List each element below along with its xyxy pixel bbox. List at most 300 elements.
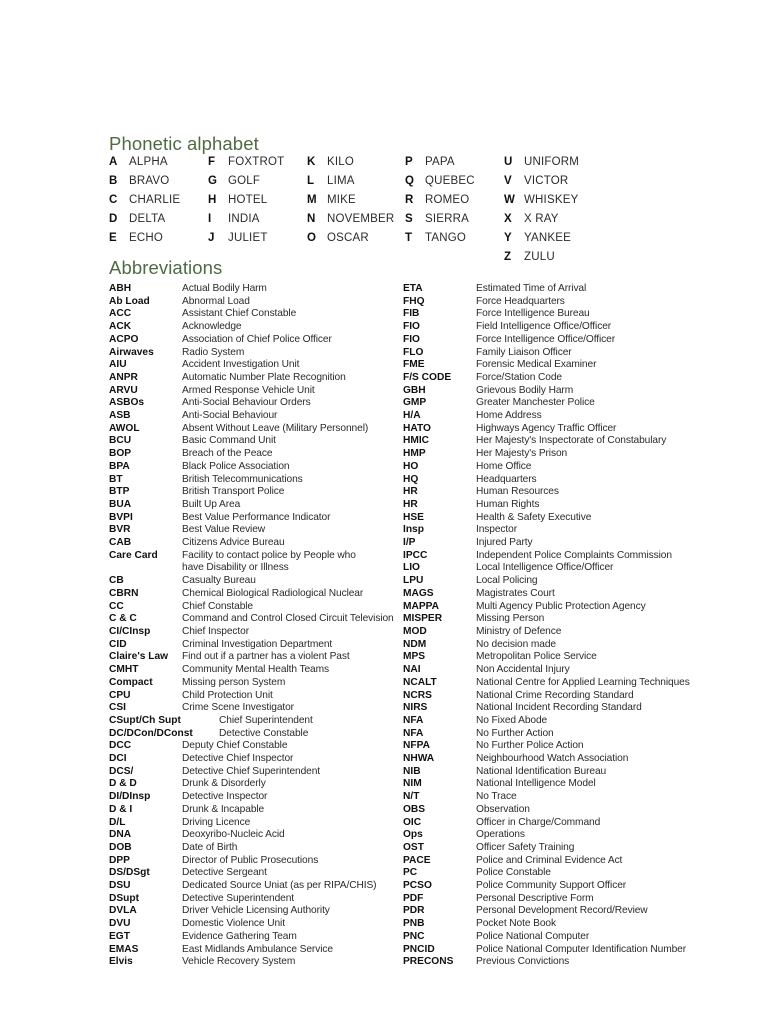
abbreviation-code: GMP [403,397,427,409]
abbreviation-code: ANPR [109,371,138,383]
abbreviation-entry [403,537,723,550]
abbreviation-code: DCI [109,753,127,765]
abbreviation-entry [109,944,399,957]
abbreviation-code: ASBOs [109,397,145,409]
phonetic-letter: S [405,213,413,226]
abbreviation-code: MPS [403,651,426,663]
phonetic-word: SIERRA [425,213,470,226]
abbreviation-entry [403,474,723,487]
abbreviation-definition: Acknowledge [182,321,242,333]
abbreviation-definition: Best Value Review [182,524,266,536]
phonetic-word: ZULU [524,251,555,264]
phonetic-letter: T [405,232,413,245]
abbreviation-entry [403,550,723,563]
abbreviation-code: Insp [403,524,424,536]
abbreviation-entry [403,296,723,309]
abbreviation-definition: National Crime Recording Standard [476,689,634,701]
abbreviation-entry [403,905,723,918]
abbreviation-code: MOD [403,625,427,637]
abbreviation-code: IPCC [403,549,428,561]
abbreviations-heading: Abbreviations [109,257,223,278]
abbreviation-code: PNB [403,918,425,930]
abbreviation-entry [403,766,723,779]
phonetic-letter: U [504,156,513,168]
abbreviation-entry [109,321,399,334]
abbreviation-definition: Officer Safety Training [476,841,575,853]
abbreviation-definition: Force Intelligence Bureau [476,308,590,320]
abbreviation-definition: Deoxyribo-Nucleic Acid [182,829,285,841]
abbreviation-code: ACPO [109,333,139,345]
abbreviation-definition: Non Accidental Injury [476,664,570,676]
abbreviation-code: D & D [109,778,137,790]
abbreviation-entry [403,817,723,830]
abbreviation-entry [403,677,723,690]
phonetic-word: UNIFORM [524,156,580,168]
abbreviation-entry [403,283,723,296]
abbreviation-code: Ops [403,829,423,841]
abbreviation-definition: Grievous Bodily Harm [476,384,574,396]
abbreviation-definition: Metropolitan Police Service [476,651,597,663]
abbreviation-entry [403,397,723,410]
abbreviation-code: BOP [109,448,132,460]
abbreviation-entry [109,880,399,893]
abbreviation-entry [109,626,399,639]
phonetic-letter: V [504,175,512,188]
abbreviation-entry [109,448,399,461]
abbreviation-code: CSI [109,702,126,714]
phonetic-entry [109,210,180,229]
abbreviation-definition: Previous Convictions [476,956,570,968]
abbreviation-code: PC [403,867,418,879]
phonetic-column [504,153,579,268]
phonetic-letter: O [307,232,316,245]
abbreviation-code: BCU [109,435,132,447]
abbreviation-code: N/T [403,791,420,803]
abbreviation-entry [109,550,399,575]
abbreviation-entry [109,702,399,715]
phonetic-letter: N [307,213,316,226]
abbreviation-code: PACE [403,854,431,866]
abbreviation-definition: National Intelligence Model [476,778,596,790]
phonetic-letter: E [109,232,117,245]
abbreviation-definition: Detective Chief Inspector [182,753,294,765]
abbreviation-entry [109,664,399,677]
abbreviation-entry [403,931,723,944]
phonetic-word: BRAVO [129,175,170,188]
abbreviation-code: I/P [403,537,416,549]
abbreviation-code: LIO [403,562,420,574]
abbreviation-definition: Drunk & Disorderly [182,778,266,790]
abbreviation-entry [403,308,723,321]
abbreviation-entry [403,385,723,398]
abbreviation-definition: Detective Superintendent [182,892,295,904]
abbreviation-entry [403,778,723,791]
phonetic-entry [307,210,394,229]
abbreviation-entry [403,664,723,677]
abbreviation-entry [403,601,723,614]
abbreviation-entry [403,855,723,868]
abbreviation-code: ETA [403,283,423,294]
abbreviation-code: BUA [109,498,132,510]
abbreviation-entry [109,397,399,410]
abbreviations-column-left [109,283,399,969]
abbreviation-entry [403,512,723,525]
abbreviation-code: DCC [109,740,132,752]
abbreviation-entry [403,613,723,626]
abbreviation-entry [109,588,399,601]
phonetic-word: CHARLIE [129,194,181,207]
phonetic-column [307,153,394,248]
abbreviation-entry [403,372,723,385]
abbreviation-entry [403,944,723,957]
abbreviation-entry [403,867,723,880]
abbreviation-definition: Home Office [476,460,532,472]
abbreviation-entry [403,715,723,728]
abbreviation-definition: Force/Station Code [476,371,562,383]
abbreviation-entry [109,651,399,664]
abbreviation-code: CC [109,600,124,612]
abbreviation-definition: Deputy Chief Constable [182,740,288,752]
abbreviation-entry [109,524,399,537]
abbreviation-entry [109,829,399,842]
phonetic-entry [307,229,394,248]
phonetic-word: NOVEMBER [327,213,395,226]
abbreviation-entry [403,334,723,347]
abbreviation-code: OIC [403,816,422,828]
phonetic-entry [208,172,284,191]
abbreviation-definition: Magistrates Court [476,587,555,599]
abbreviation-code: NFA [403,727,424,739]
abbreviation-code: EGT [109,930,130,942]
abbreviation-definition: Criminal Investigation Department [182,638,333,650]
phonetic-entry [504,191,579,210]
abbreviation-definition: Dedicated Source Uniat (as per RIPA/CHIS) [182,880,377,892]
phonetic-word: PAPA [425,156,455,168]
abbreviation-definition: Family Liaison Officer [476,346,572,358]
phonetic-entry [504,210,579,229]
abbreviation-entry [109,842,399,855]
abbreviation-definition: Breach of the Peace [182,448,273,460]
abbreviation-entry [403,728,723,741]
phonetic-entry [208,229,284,248]
abbreviation-definition: Police and Criminal Evidence Act [476,854,623,866]
phonetic-word: DELTA [129,213,166,226]
abbreviation-definition: Force Headquarters [476,295,565,307]
abbreviation-definition: Abnormal Load [182,295,250,307]
abbreviation-entry [109,575,399,588]
abbreviation-code: FIB [403,308,420,320]
abbreviation-definition: Police National Computer Identification Number [476,943,687,955]
abbreviation-entry [109,296,399,309]
phonetic-word: GOLF [228,175,261,188]
abbreviation-entry [109,474,399,487]
abbreviation-entry [109,334,399,347]
abbreviation-definition: Operations [476,829,525,841]
abbreviation-entry [109,410,399,423]
abbreviation-code: ASB [109,410,131,422]
abbreviation-code: D & I [109,803,133,815]
abbreviation-entry [109,372,399,385]
abbreviation-code: DVLA [109,905,137,917]
abbreviation-code: HMP [403,448,426,460]
abbreviation-entry [109,791,399,804]
phonetic-entry [307,172,394,191]
abbreviation-code: Compact [109,676,153,688]
abbreviation-entry [109,753,399,766]
abbreviation-entry [403,626,723,639]
phonetic-letter: G [208,175,217,188]
abbreviation-code: DOB [109,841,132,853]
abbreviation-code: FME [403,359,425,371]
abbreviation-entry [403,575,723,588]
abbreviation-entry [109,740,399,753]
abbreviation-code: HQ [403,473,419,485]
abbreviation-code: Elvis [109,956,133,968]
phonetic-word: VICTOR [524,175,569,188]
abbreviation-definition: Detective Inspector [182,791,268,803]
abbreviation-definition: Driving Licence [182,816,251,828]
abbreviation-definition: Date of Birth [182,841,238,853]
abbreviation-definition: Child Protection Unit [182,689,273,701]
phonetic-word: JULIET [228,232,268,245]
abbreviation-definition: Officer in Charge/Command [476,816,601,828]
abbreviation-definition: Neighbourhood Watch Association [476,753,629,765]
abbreviation-code: CSupt/Ch Supt [109,714,181,726]
abbreviation-code: CB [109,575,124,587]
phonetic-column [109,153,180,248]
abbreviation-definition: Chief Superintendent [219,714,313,726]
abbreviation-code: DS/DSgt [109,867,150,879]
abbreviation-code: BPA [109,460,130,472]
abbreviation-entry [109,601,399,614]
abbreviation-entry [403,842,723,855]
abbreviation-code: C & C [109,613,137,625]
abbreviation-entry [403,791,723,804]
phonetic-word: TANGO [425,232,467,245]
abbreviation-code: CMHT [109,664,139,676]
abbreviation-entry [403,702,723,715]
abbreviation-definition: Anti-Social Behaviour Orders [182,397,311,409]
abbreviation-definition: Home Address [476,410,542,422]
abbreviation-definition: Facility to contact police by People who have Disability or Illness [182,549,356,574]
abbreviation-definition: Armed Response Vehicle Unit [182,384,315,396]
abbreviation-definition: Ministry of Defence [476,625,562,637]
abbreviation-definition: Assistant Chief Constable [182,308,297,320]
abbreviation-code: FHQ [403,295,425,307]
phonetic-letter: P [405,156,413,168]
abbreviation-definition: Her Majesty's Prison [476,448,568,460]
phonetic-entry [109,153,180,172]
phonetic-word: X RAY [524,213,559,226]
abbreviation-entry [109,537,399,550]
abbreviation-code: HMIC [403,435,430,447]
abbreviation-definition: Command and Control Closed Circuit Television [182,613,394,625]
abbreviation-code: HO [403,460,419,472]
phonetic-letter: J [208,232,215,245]
abbreviation-entry [109,855,399,868]
abbreviation-entry [109,486,399,499]
abbreviation-entry [403,486,723,499]
abbreviation-entry [403,448,723,461]
abbreviation-definition: Health & Safety Executive [476,511,592,523]
abbreviation-code: PNC [403,930,425,942]
abbreviation-code: AIU [109,359,127,371]
abbreviation-code: CAB [109,537,132,549]
abbreviation-code: MISPER [403,613,443,625]
phonetic-letter: Z [504,251,512,264]
abbreviation-entry [109,512,399,525]
phonetic-word: MIKE [327,194,356,207]
abbreviation-entry [109,677,399,690]
abbreviation-entry [109,308,399,321]
abbreviation-entry [109,423,399,436]
phonetic-entry [307,191,394,210]
abbreviation-entry [109,817,399,830]
abbreviation-code: ARVU [109,384,138,396]
abbreviation-code: ACC [109,308,132,320]
abbreviation-code: MAPPA [403,600,440,612]
phonetic-entry [405,229,475,248]
abbreviation-definition: Community Mental Health Teams [182,664,329,676]
abbreviation-code: LPU [403,575,424,587]
abbreviation-definition: No Trace [476,791,517,803]
abbreviation-code: FIO [403,321,420,333]
abbreviation-code: DPP [109,854,130,866]
abbreviation-definition: National Identification Bureau [476,765,607,777]
abbreviation-code: D/L [109,816,126,828]
abbreviation-code: FLO [403,346,424,358]
abbreviation-entry [403,499,723,512]
phonetic-letter: W [504,194,515,207]
phonetic-word: KILO [327,156,355,168]
phonetic-letter: B [109,175,118,188]
abbreviation-code: ACK [109,321,132,333]
phonetic-word: ALPHA [129,156,168,168]
abbreviation-definition: Police Constable [476,867,551,879]
phonetic-word: INDIA [228,213,260,226]
abbreviation-entry [403,639,723,652]
abbreviation-definition: Missing person System [182,676,286,688]
abbreviation-definition: Chief Inspector [182,625,250,637]
phonetic-word: FOXTROT [228,156,285,168]
phonetic-letter: A [109,156,118,168]
phonetic-entry [109,191,180,210]
abbreviation-entry [109,715,399,728]
abbreviation-code: H/A [403,410,421,422]
abbreviation-definition: Crime Scene Investigator [182,702,294,714]
abbreviation-code: NIM [403,778,422,790]
abbreviation-code: PCSO [403,880,432,892]
abbreviation-definition: Local Policing [476,575,538,587]
abbreviation-entry [109,385,399,398]
abbreviation-definition: Police National Computer [476,930,590,942]
abbreviation-code: Ab Load [109,295,150,307]
abbreviation-code: DC/DCon/DConst [109,727,193,739]
abbreviation-definition: Basic Command Unit [182,435,276,447]
abbreviation-code: DSupt [109,892,139,904]
phonetic-entry [504,248,579,267]
abbreviation-definition: Domestic Violence Unit [182,918,285,930]
phonetic-entry [208,153,284,172]
abbreviation-code: EMAS [109,943,139,955]
abbreviation-definition: Her Majesty's Inspectorate of Constabulary [476,435,667,447]
abbreviation-entry [109,956,399,969]
abbreviation-definition: Human Rights [476,498,540,510]
abbreviation-entry [109,499,399,512]
abbreviation-entry [109,804,399,817]
phonetic-column [208,153,284,248]
abbreviation-entry [403,893,723,906]
phonetic-entry [307,153,394,172]
abbreviation-definition: Police Community Support Officer [476,880,627,892]
abbreviation-code: NCALT [403,676,437,688]
phonetic-letter: R [405,194,414,207]
abbreviation-code: NIRS [403,702,428,714]
abbreviation-code: NDM [403,638,427,650]
phonetic-entry [109,229,180,248]
abbreviation-definition: National Incident Recording Standard [476,702,642,714]
abbreviation-definition: Built Up Area [182,498,241,510]
abbreviation-entry [109,931,399,944]
abbreviation-entry [403,423,723,436]
abbreviation-entry [403,562,723,575]
abbreviation-code: PDF [403,892,424,904]
abbreviation-code: NHWA [403,753,435,765]
abbreviation-code: FIO [403,333,420,345]
abbreviation-code: OST [403,841,424,853]
abbreviation-entry [109,435,399,448]
abbreviation-entry [403,918,723,931]
abbreviation-definition: Observation [476,803,530,815]
phonetic-letter: Q [405,175,414,188]
phonetic-entry [504,229,579,248]
abbreviation-definition: Injured Party [476,537,533,549]
abbreviation-code: DNA [109,829,132,841]
abbreviation-definition: No Fixed Abode [476,714,548,726]
abbreviation-definition: Personal Descriptive Form [476,892,594,904]
phonetic-word: ECHO [129,232,164,245]
abbreviation-definition: Accident Investigation Unit [182,359,300,371]
abbreviation-entry [403,880,723,893]
phonetic-entry [109,172,180,191]
abbreviation-definition: British Transport Police [182,486,285,498]
phonetic-entry [208,191,284,210]
phonetic-letter: C [109,194,118,207]
abbreviation-entry [109,778,399,791]
abbreviation-code: Airwaves [109,346,154,358]
abbreviation-code: Care Card [109,549,158,561]
abbreviation-entry [109,359,399,372]
abbreviation-entry [109,728,399,741]
abbreviation-code: HR [403,498,418,510]
phonetic-word: WHISKEY [524,194,579,207]
abbreviation-definition: Inspector [476,524,518,536]
phonetic-word: QUEBEC [425,175,475,188]
abbreviation-entry [403,461,723,474]
phonetic-word: HOTEL [228,194,268,207]
phonetic-entry [405,153,475,172]
abbreviation-entry [109,690,399,703]
phonetic-word: ROMEO [425,194,470,207]
phonetic-entry [208,210,284,229]
abbreviation-definition: Chief Constable [182,600,253,612]
abbreviation-definition: Field Intelligence Office/Officer [476,321,612,333]
abbreviation-code: CID [109,638,127,650]
abbreviation-code: BVPI [109,511,133,523]
phonetic-word: LIMA [327,175,355,188]
abbreviation-definition: British Telecommunications [182,473,303,485]
abbreviation-definition: Independent Police Complaints Commission [476,549,672,561]
